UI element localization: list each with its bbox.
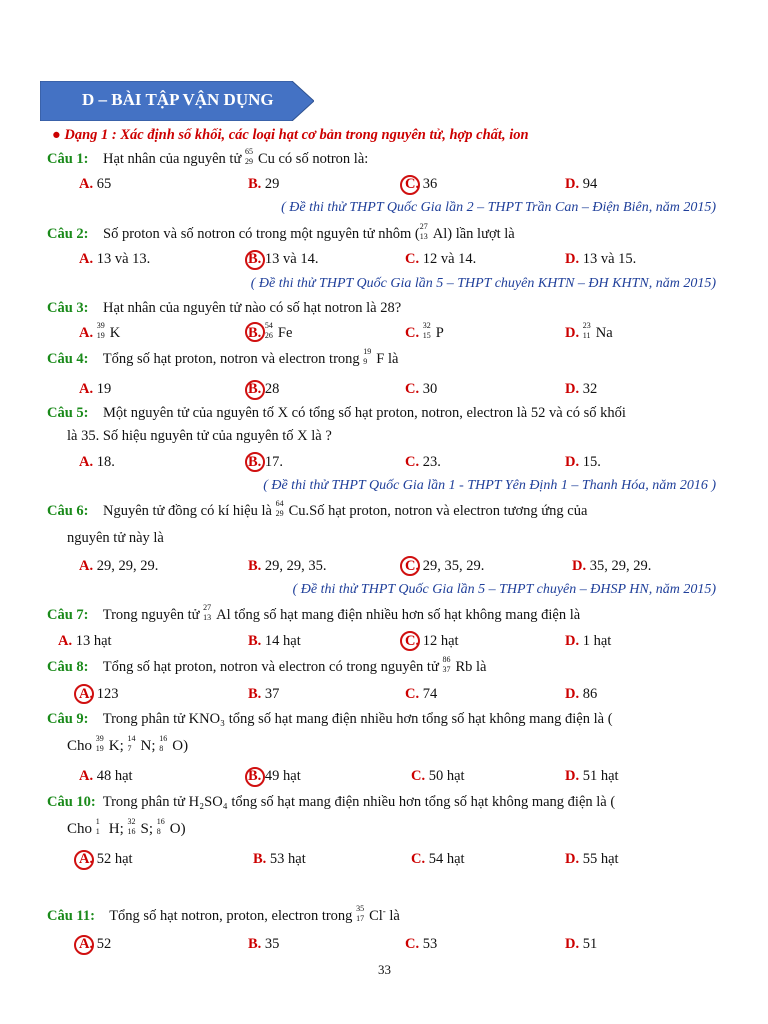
option-c[interactable]: C. 32 15 P xyxy=(405,321,444,341)
question-label: Câu 5: xyxy=(47,405,89,421)
question-text-end: tổng số hạt mang điện nhiều hơn số hạt không mang điện là xyxy=(234,607,581,623)
question-text: Hạt nhân của nguyên tử xyxy=(103,151,242,167)
option-b[interactable]: B. 28 xyxy=(248,381,280,397)
option-d[interactable]: D. 55 hạt xyxy=(565,851,619,867)
isotope: 35 17 xyxy=(356,903,365,923)
option-b[interactable]: B. 37 xyxy=(248,686,280,702)
question-1 xyxy=(47,147,369,168)
option-c[interactable]: C. 36 xyxy=(405,176,438,192)
option-a[interactable]: A. 29, 29, 29. xyxy=(79,558,159,574)
answer-circle xyxy=(400,556,420,576)
question-label: Câu 10: xyxy=(47,794,96,810)
question-label: Câu 9: xyxy=(47,711,89,727)
element-symbol: Rb xyxy=(455,659,473,675)
option-d[interactable]: D. 35, 29, 29. xyxy=(572,558,652,574)
source-note: ( Đề thi thử THPT Quốc Gia lần 2 – THPT Trần Can – Điện Biên, năm 2015) xyxy=(281,200,716,215)
question-text-end: có số notron là: xyxy=(278,151,369,167)
element-symbol: Al xyxy=(216,607,231,623)
option-b[interactable]: B. 49 hạt xyxy=(248,768,301,784)
question-8 xyxy=(47,655,487,676)
isotope: 65 29 xyxy=(244,147,253,166)
question-label: Câu 4: xyxy=(47,351,89,367)
question-text: Tổng số hạt notron, proton, electron trong xyxy=(109,907,353,924)
option-b[interactable]: B. 29 xyxy=(248,176,280,192)
banner-title: D – BÀI TẬP VẬN DỤNG xyxy=(82,90,274,109)
question-text-end: là xyxy=(388,351,399,367)
answer-circle xyxy=(400,631,420,651)
option-c[interactable]: C. 54 hạt xyxy=(411,851,465,867)
element-symbol: Cu xyxy=(257,151,275,167)
option-b[interactable]: B. 35 xyxy=(248,936,280,952)
option-a[interactable]: A. 52 hạt xyxy=(79,851,133,867)
answer-circle xyxy=(74,935,94,955)
question-5 xyxy=(47,405,626,422)
question-text: Nguyên tử đồng có kí hiệu là xyxy=(103,503,272,519)
question-7 xyxy=(47,603,581,624)
question-text: Trong phân tử KNO₃ tổng số hạt mang điện nhiều hơn tổng số hạt không mang điện là ( xyxy=(102,711,613,727)
option-b[interactable]: B. 54 26 Fe xyxy=(248,321,293,341)
question-10-given: Cho 1 1 H; 32 16 S; 16 8 O) xyxy=(67,817,186,837)
isotope: 19 9 xyxy=(363,347,372,366)
question-text: Tổng số hạt proton, notron và electron trong xyxy=(102,351,360,367)
option-d[interactable]: D. 23 11 Na xyxy=(565,321,613,341)
question-6 xyxy=(47,499,588,520)
option-d[interactable]: D. 32 xyxy=(565,381,598,397)
element-symbol: F xyxy=(376,351,385,367)
option-c[interactable]: C. 30 xyxy=(405,381,438,397)
option-d[interactable]: D. 94 xyxy=(565,176,598,192)
option-b[interactable]: B. 53 hạt xyxy=(253,851,306,867)
element-symbol: Cu xyxy=(288,503,306,519)
question-label: Câu 3: xyxy=(47,300,89,316)
element-symbol: Al xyxy=(432,226,448,242)
option-d[interactable]: D. 1 hạt xyxy=(565,633,612,649)
option-a[interactable]: A. 19 xyxy=(79,381,112,397)
answer-circle xyxy=(74,850,94,870)
question-9 xyxy=(47,711,613,728)
question-10 xyxy=(47,794,615,811)
question-label: Câu 7: xyxy=(47,607,89,623)
option-a[interactable]: A. 48 hạt xyxy=(79,768,133,784)
option-c[interactable]: C. 50 hạt xyxy=(411,768,465,784)
question-label: Câu 11: xyxy=(47,907,95,924)
option-c[interactable]: C. 53 xyxy=(405,936,438,952)
option-a[interactable]: A. 123 xyxy=(79,686,119,702)
option-d[interactable]: D. 51 xyxy=(565,936,598,952)
option-d[interactable]: D. 51 hạt xyxy=(565,768,619,784)
question-text: Trong nguyên tử xyxy=(102,607,200,623)
answer-circle xyxy=(245,380,265,400)
answer-circle xyxy=(245,767,265,787)
option-a[interactable]: A. 18. xyxy=(79,454,115,470)
source-note: ( Đề thi thử THPT Quốc Gia lần 5 – THPT chuyên KHTN – ĐH KHTN, năm 2015) xyxy=(250,276,716,291)
option-b[interactable]: B. 29, 29, 35. xyxy=(248,558,327,574)
answer-circle xyxy=(74,684,94,704)
isotope: 27 13 xyxy=(203,603,212,622)
question-text-end: ) lần lượt là xyxy=(447,226,515,242)
question-11 xyxy=(47,903,400,925)
question-text-end: .Số hạt proton, notron và electron tương ứng của xyxy=(305,503,588,519)
option-b[interactable]: B. 17. xyxy=(248,454,284,470)
element-symbol: Cl xyxy=(369,907,383,924)
question-5-line2: là 35. Số hiệu nguyên tử của nguyên tố X là ? xyxy=(67,428,332,444)
option-b[interactable]: B. 14 hạt xyxy=(248,633,301,649)
question-6-line2: nguyên tử này là xyxy=(67,530,164,546)
question-3 xyxy=(47,300,401,317)
option-a[interactable]: A. 13 và 13. xyxy=(79,251,151,267)
option-d[interactable]: D. 15. xyxy=(565,454,601,470)
question-text: Tổng số hạt proton, notron và electron có trong nguyên tử xyxy=(102,659,439,675)
question-2 xyxy=(47,222,515,243)
option-d[interactable]: D. 86 xyxy=(565,686,598,702)
question-text: Số proton và số notron có trong một nguyên tử nhôm ( xyxy=(103,226,420,242)
dang-title: ● Dạng 1 : Xác định số khối, các loại hạt cơ bản trong nguyên tử, hợp chất, ion xyxy=(52,127,529,143)
option-c[interactable]: C. 29, 35, 29. xyxy=(405,558,485,574)
ion-charge: - xyxy=(382,906,386,916)
question-label: Câu 6: xyxy=(47,503,89,519)
question-text-end: là xyxy=(389,907,400,924)
question-label: Câu 8: xyxy=(47,659,89,675)
option-d[interactable]: D. 13 và 15. xyxy=(565,251,637,267)
answer-circle xyxy=(400,175,420,195)
question-text: Trong phân tử H₂SO₄ tổng số hạt mang điện nhiều hơn tổng số hạt không mang điện là ( xyxy=(102,794,616,810)
isotope: 27 13 xyxy=(419,222,428,241)
question-9-given: Cho 39 19 K; 14 7 N; 16 8 O) xyxy=(67,734,189,754)
option-a[interactable]: A. 39 19 K xyxy=(79,321,121,341)
option-a[interactable]: A. 52 xyxy=(79,936,112,952)
answer-circle xyxy=(245,452,265,472)
option-a[interactable]: A. 13 hạt xyxy=(58,633,112,649)
isotope: 86 37 xyxy=(442,655,451,674)
section-banner xyxy=(40,81,314,121)
isotope: 64 29 xyxy=(275,499,284,518)
option-c[interactable]: C. 12 và 14. xyxy=(405,251,477,267)
question-label: Câu 2: xyxy=(47,226,89,242)
option-c[interactable]: C. 23. xyxy=(405,454,441,470)
question-label: Câu 1: xyxy=(47,151,89,167)
answer-circle xyxy=(245,250,265,270)
option-c[interactable]: C. 12 hạt xyxy=(405,633,459,649)
answer-circle xyxy=(245,322,265,342)
source-note: ( Đề thi thử THPT Quốc Gia lần 1 - THPT Yên Định 1 – Thanh Hóa, năm 2016 ) xyxy=(263,478,716,493)
option-b[interactable]: B. 13 và 14. xyxy=(248,251,319,267)
question-text: Một nguyên tử của nguyên tố X có tổng số hạt proton, notron, electron là 52 và có số khối xyxy=(103,405,626,421)
page-number: 33 xyxy=(378,962,391,977)
question-text: Hạt nhân của nguyên tử nào có số hạt notron là 28? xyxy=(103,300,402,316)
option-a[interactable]: A. 65 xyxy=(79,176,112,192)
question-4 xyxy=(47,347,399,368)
option-c[interactable]: C. 74 xyxy=(405,686,438,702)
source-note: ( Đề thi thử THPT Quốc Gia lần 5 – THPT chuyên – ĐHSP HN, năm 2015) xyxy=(292,582,716,597)
question-text-end: là xyxy=(475,659,487,675)
